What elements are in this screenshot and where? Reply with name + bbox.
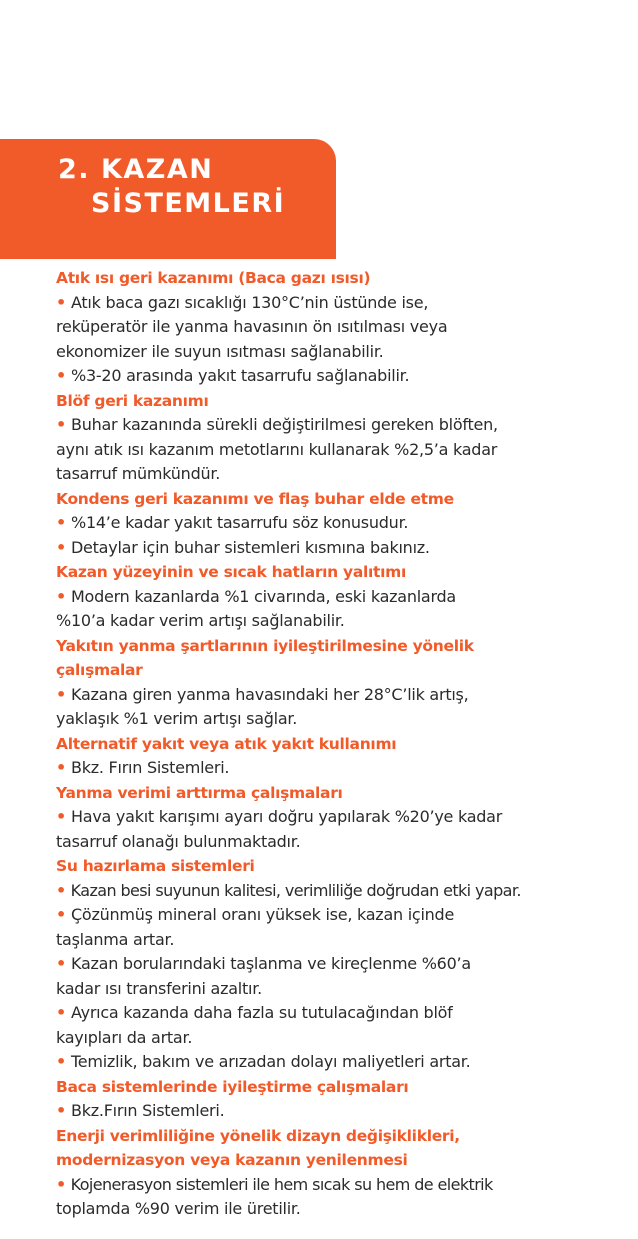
- body-text-line: aynı atık ısı kazanım metotlarını kullanarak %2,5’a kadar: [56, 439, 498, 459]
- bullet-dot-icon: •: [56, 586, 66, 606]
- bullet-dot-icon: •: [56, 954, 66, 973]
- bullet-item: [56, 1099, 628, 1124]
- bullet-item: [56, 413, 628, 438]
- bullet-dot-icon: •: [56, 905, 66, 924]
- bullet-dot-icon: •: [56, 1052, 66, 1071]
- bullet-text: Buhar kazanında sürekli değiştirilmesi gereken blöften,: [70, 415, 498, 434]
- bullet-item: [56, 511, 628, 536]
- bullet-text: Kazan borularındaki taşlanma ve kireçlenme %60’a: [70, 954, 471, 973]
- section-heading: Su hazırlama sistemleri: [56, 857, 255, 875]
- section-title-line-2: SİSTEMLERİ: [91, 188, 286, 219]
- section-title-banner: [0, 139, 336, 259]
- body-text-line: kadar ısı transferini azaltır.: [56, 978, 262, 998]
- bullet-item: [56, 952, 628, 977]
- bullet-text: Bkz.Fırın Sistemleri.: [70, 1101, 225, 1120]
- bullet-dot-icon: •: [56, 292, 66, 312]
- bullet-dot-icon: •: [56, 537, 66, 557]
- bullet-item: [56, 879, 628, 904]
- section-title-line-1: 2. KAZAN: [58, 154, 214, 185]
- bullet-dot-icon: •: [56, 807, 66, 826]
- section-heading: modernizasyon veya kazanın yenilenmesi: [56, 1151, 408, 1169]
- body-text-line: %10’a kadar verim artışı sağlanabilir.: [56, 611, 345, 630]
- body-text-line: reküperatör ile yanma havasının ön ısıtılması veya: [56, 317, 448, 336]
- bullet-text: Modern kazanlarda %1 civarında, eski kazanlarda: [70, 586, 456, 606]
- bullet-text: Ayrıca kazanda daha fazla su tutulacağından blöf: [70, 1003, 453, 1022]
- bullet-item: [56, 536, 628, 561]
- body-text-line: tasarruf olanağı bulunmaktadır.: [56, 831, 301, 851]
- body-text-line: yaklaşık %1 verim artışı sağlar.: [56, 709, 298, 728]
- bullet-dot-icon: •: [56, 1003, 66, 1022]
- bullet-dot-icon: •: [56, 1174, 66, 1194]
- bullet-item: [56, 364, 628, 389]
- bullet-item: [56, 1001, 628, 1026]
- document-body: [56, 266, 628, 1222]
- bullet-dot-icon: •: [56, 880, 66, 900]
- bullet-text: Bkz. Fırın Sistemleri.: [70, 758, 230, 777]
- bullet-text: Kojenerasyon sistemleri ile hem sıcak su hem de elektrik: [70, 1174, 493, 1194]
- bullet-text: %14’e kadar yakıt tasarrufu söz konusudur.: [70, 513, 409, 532]
- bullet-text: %3-20 arasında yakıt tasarrufu sağlanabilir.: [70, 366, 410, 385]
- bullet-item: [56, 805, 628, 830]
- bullet-text: Atık baca gazı sıcaklığı 130°C’nin üstünde ise,: [70, 292, 429, 312]
- section-heading: Yakıtın yanma şartlarının iyileştirilmesine yönelik: [56, 636, 474, 655]
- bullet-dot-icon: •: [56, 415, 66, 434]
- section-heading: Blöf geri kazanımı: [56, 391, 209, 410]
- bullet-dot-icon: •: [56, 366, 66, 385]
- bullet-dot-icon: •: [56, 513, 66, 532]
- section-heading: Atık ısı geri kazanımı (Baca gazı ısısı): [56, 269, 371, 287]
- bullet-text: Hava yakıt karışımı ayarı doğru yapılarak %20’ye kadar: [70, 807, 503, 826]
- body-text-line: ekonomizer ile suyun ısıtması sağlanabilir.: [56, 341, 384, 361]
- bullet-dot-icon: •: [56, 1101, 66, 1120]
- section-heading: Enerji verimliliğine yönelik dizayn değişiklikleri,: [56, 1126, 460, 1145]
- bullet-dot-icon: •: [56, 758, 66, 777]
- bullet-dot-icon: •: [56, 684, 66, 704]
- bullet-item: [56, 1173, 628, 1198]
- section-heading: Yanma verimi arttırma çalışmaları: [56, 783, 343, 802]
- section-heading: Kazan yüzeyinin ve sıcak hatların yalıtımı: [56, 563, 406, 581]
- bullet-text: Çözünmüş mineral oranı yüksek ise, kazan içinde: [70, 905, 455, 924]
- bullet-item: [56, 585, 628, 610]
- bullet-text: Detaylar için buhar sistemleri kısmına bakınız.: [70, 537, 430, 557]
- body-text-line: kayıpları da artar.: [56, 1027, 193, 1047]
- bullet-text: Kazan besi suyunun kalitesi, verimliliğe doğrudan etki yapar.: [70, 880, 521, 900]
- bullet-text: Temizlik, bakım ve arızadan dolayı maliyetleri artar.: [70, 1052, 471, 1071]
- bullet-item: [56, 291, 628, 316]
- body-text-line: toplamda %90 verim ile üretilir.: [56, 1199, 301, 1218]
- bullet-item: [56, 683, 628, 708]
- bullet-item: [56, 1050, 628, 1075]
- section-heading: Baca sistemlerinde iyileştirme çalışmaları: [56, 1077, 409, 1096]
- section-heading: Alternatif yakıt veya atık yakıt kullanımı: [56, 734, 397, 753]
- bullet-text: Kazana giren yanma havasındaki her 28°C’lik artış,: [70, 684, 469, 704]
- bullet-item: [56, 756, 628, 781]
- body-text-line: tasarruf mümkündür.: [56, 464, 221, 483]
- bullet-item: [56, 903, 628, 928]
- body-text-line: taşlanma artar.: [56, 929, 175, 949]
- section-heading: Kondens geri kazanımı ve flaş buhar elde etme: [56, 489, 454, 508]
- section-heading: çalışmalar: [56, 661, 143, 679]
